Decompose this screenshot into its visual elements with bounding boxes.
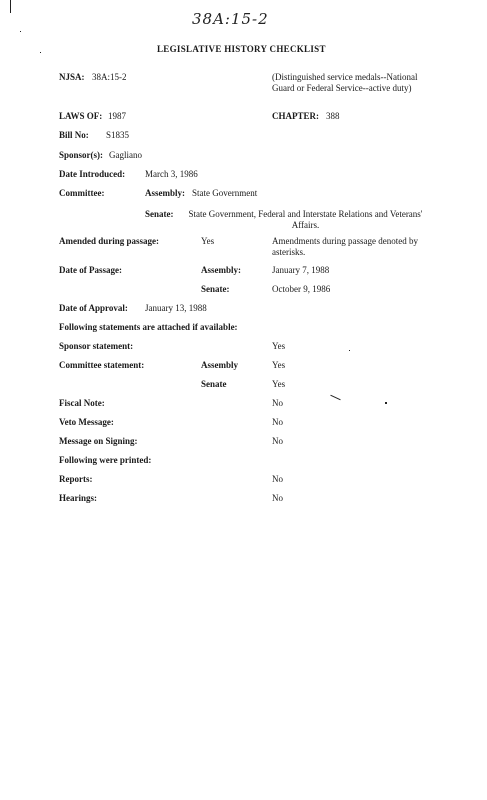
scan-mark: [349, 350, 350, 351]
amended-value: Yes: [201, 236, 215, 246]
fiscal-note-value: No: [272, 398, 283, 408]
njsa-value: 38A:15-2: [92, 72, 127, 82]
sponsor-label: Sponsor(s):: [59, 150, 104, 160]
scan-mark: [20, 31, 21, 32]
scan-mark: [40, 52, 41, 53]
passage-senate-value: October 9, 1986: [272, 284, 331, 294]
sponsor-statement-label: Sponsor statement:: [59, 341, 134, 351]
committee-statement-assembly-value: Yes: [272, 360, 286, 370]
scan-mark: [385, 402, 387, 404]
committee-senate-label: Senate:: [145, 209, 174, 219]
passage-assembly-label: Assembly:: [201, 265, 241, 275]
passage-assembly-value: January 7, 1988: [272, 265, 330, 275]
committee-statement-label: Committee statement:: [59, 360, 145, 370]
veto-message-label: Veto Message:: [59, 417, 114, 427]
sponsor-statement-value: Yes: [272, 341, 286, 351]
chapter-value: 388: [326, 111, 340, 121]
committee-statement-senate-value: Yes: [272, 379, 286, 389]
page-title: LEGISLATIVE HISTORY CHECKLIST: [157, 44, 326, 54]
hearings-value: No: [272, 493, 283, 503]
date-of-passage-label: Date of Passage:: [59, 265, 122, 275]
amended-label: Amended during passage:: [59, 236, 160, 246]
committee-assembly-label: Assembly:: [145, 188, 185, 198]
committee-statement-assembly-label: Assembly: [201, 360, 239, 370]
fiscal-note-label: Fiscal Note:: [59, 398, 105, 408]
passage-senate-label: Senate:: [201, 284, 230, 294]
date-of-approval-label: Date of Approval:: [59, 303, 128, 313]
njsa-label: NJSA:: [59, 72, 85, 82]
scan-mark: [330, 395, 340, 401]
date-of-approval-value: January 13, 1988: [145, 303, 207, 313]
date-introduced-label: Date Introduced:: [59, 169, 126, 179]
committee-assembly-value: State Government: [192, 188, 258, 198]
hearings-label: Hearings:: [59, 493, 97, 503]
date-introduced-value: March 3, 1986: [145, 169, 198, 179]
scan-mark: [10, 0, 11, 13]
printed-heading: Following were printed:: [59, 455, 152, 465]
committee-senate-value: State Government, Federal and Interstate Relations and Veterans' Affairs.: [188, 209, 423, 230]
bill-no-value: S1835: [106, 130, 130, 140]
amended-note: Amendments during passage denoted by asterisks.: [272, 236, 418, 257]
veto-message-value: No: [272, 417, 283, 427]
chapter-label: CHAPTER:: [272, 111, 319, 121]
reports-label: Reports:: [59, 474, 93, 484]
laws-of-value: 1987: [108, 111, 126, 121]
sponsor-value: Gagliano: [109, 150, 142, 160]
handwritten-notation: 38A:15-2: [192, 10, 269, 28]
committee-statement-senate-label: Senate: [201, 379, 227, 389]
statements-heading: Following statements are attached if available:: [59, 322, 238, 332]
njsa-description: (Distinguished service medals--National Guard or Federal Service--active duty): [272, 72, 418, 93]
reports-value: No: [272, 474, 283, 484]
committee-label: Committee:: [59, 188, 105, 198]
message-on-signing-label: Message on Signing:: [59, 436, 138, 446]
laws-of-label: LAWS OF:: [59, 111, 103, 121]
bill-no-label: Bill No:: [59, 130, 89, 140]
message-on-signing-value: No: [272, 436, 283, 446]
